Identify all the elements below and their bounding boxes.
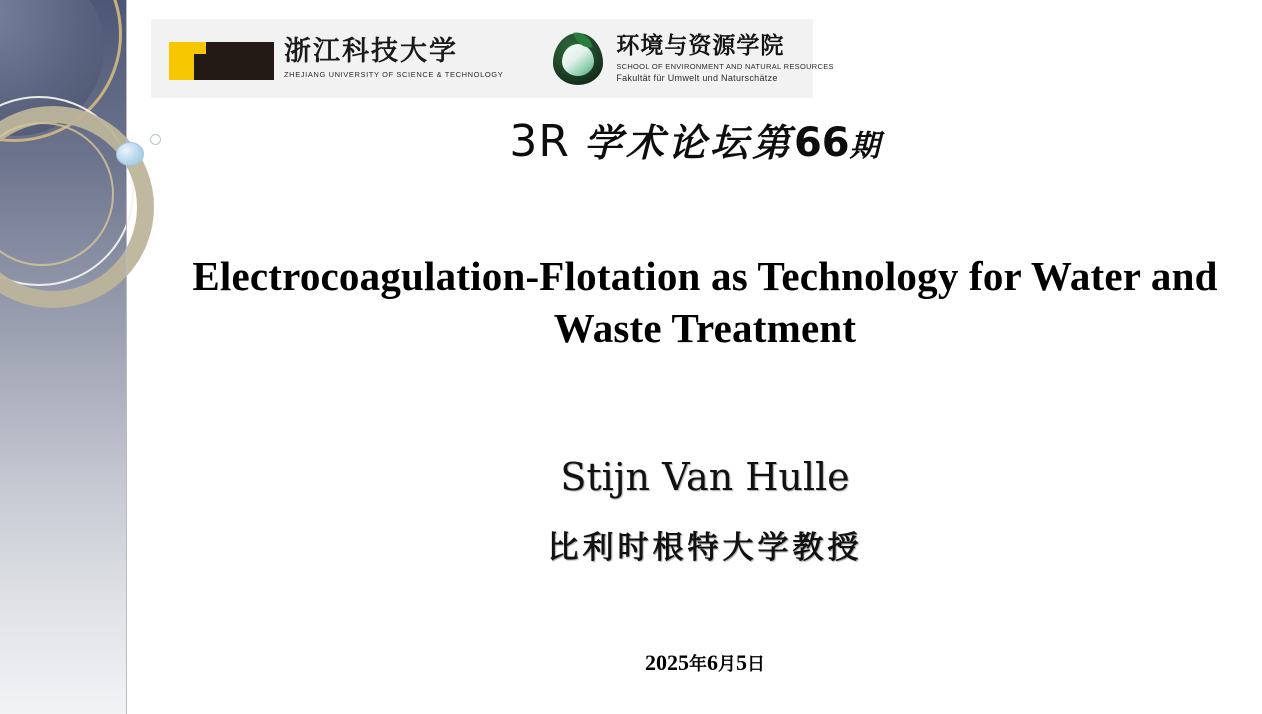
school-name-de: Fakultät für Umwelt und Naturschätze xyxy=(616,73,778,84)
water-drop-leaf-icon xyxy=(553,31,605,87)
university-logo xyxy=(169,37,503,80)
forum-3r-logo-text: 3R xyxy=(509,116,570,167)
logo-bar xyxy=(151,19,834,98)
forum-label-cn: 学术论坛第 xyxy=(583,120,794,165)
forum-issue-number: 66 xyxy=(793,120,850,166)
school-name-block xyxy=(616,31,834,84)
left-band-edge xyxy=(126,0,127,714)
university-logo-mark-icon xyxy=(169,37,274,80)
school-name-cn: 环境与资源学院 xyxy=(616,31,785,59)
university-name-en: ZHEJIANG UNIVERSITY OF SCIENCE & TECHNOLOGY xyxy=(284,70,504,79)
presentation-date xyxy=(178,650,1232,676)
date-day-label: 日 xyxy=(747,654,765,675)
date-month-label: 月 xyxy=(718,654,736,675)
speaker-affiliation: 比利时根特大学教授 xyxy=(547,530,863,566)
speaker-name: Stijn Van Hulle xyxy=(560,455,850,499)
date-day: 5 xyxy=(736,650,747,675)
school-logo xyxy=(553,31,834,87)
decorative-left-band xyxy=(0,0,127,714)
school-name-en: SCHOOL OF ENVIRONMENT AND NATURAL RESOURCES xyxy=(616,62,834,72)
date-month: 6 xyxy=(707,650,718,675)
forum-issue-suffix: 期 xyxy=(849,129,880,164)
university-name-block xyxy=(284,38,503,79)
logo-dark-block-icon xyxy=(194,37,274,80)
forum-heading xyxy=(0,112,1262,167)
date-year-label: 年 xyxy=(689,654,707,675)
date-year: 2025 xyxy=(645,650,689,675)
university-name-cn: 浙江科技大学 xyxy=(284,36,458,67)
page-title: Electrocoagulation-Flotation as Technology for Water and Waste Treatment xyxy=(192,253,1218,352)
